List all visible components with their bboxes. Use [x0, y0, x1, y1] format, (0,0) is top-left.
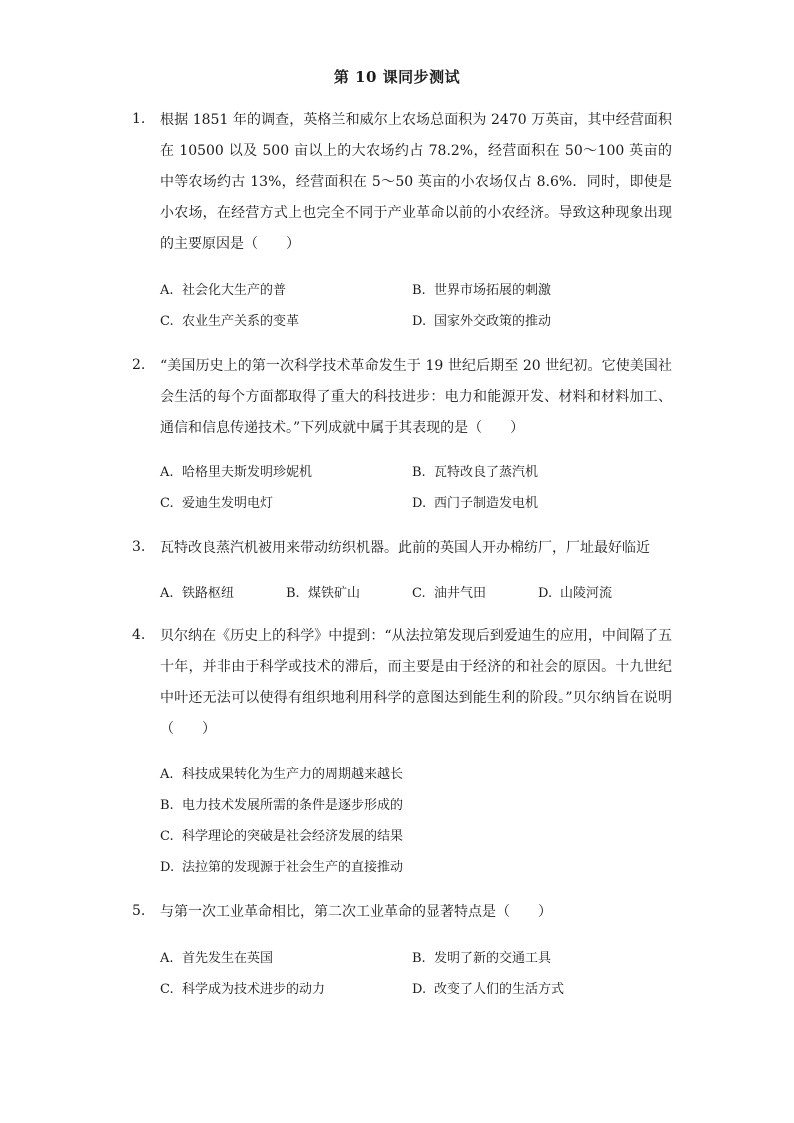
option-letter: C. — [160, 314, 174, 329]
question-4-options — [160, 759, 680, 883]
option-letter: B. — [412, 465, 426, 480]
question-stem: 贝尔纳在《历史上的科学》中提到：“从法拉第发现后到爱迪生的应用，中间隔了五十年，并非由于科学或技术的滞后，而主要是由于经济的和社会的原因。十九世纪中叶还无法可以使得有组织地利用科学的意图达到能生利的阶段。”贝尔纳旨在说明（ ） — [160, 628, 672, 737]
question-stem: 瓦特改良蒸汽机被用来带动纺织机器。此前的英国人开办棉纺厂，厂址最好临近 — [160, 540, 650, 556]
option-d[interactable] — [412, 488, 538, 519]
option-letter: B. — [286, 586, 300, 601]
question-2 — [132, 351, 672, 444]
option-text: 哈格里夫斯发明珍妮机 — [182, 465, 313, 480]
option-text: 改变了人们的生活方式 — [434, 982, 565, 997]
option-letter: D. — [412, 982, 427, 997]
option-letter: A. — [160, 586, 174, 601]
question-1 — [132, 105, 672, 260]
option-row — [160, 974, 680, 1005]
option-c[interactable] — [160, 821, 403, 852]
option-text: 国家外交政策的推动 — [434, 314, 552, 329]
question-5-options — [160, 943, 680, 1005]
option-c[interactable] — [160, 488, 273, 519]
option-a[interactable] — [160, 578, 234, 609]
option-letter: A. — [160, 465, 174, 480]
option-text: 首先发生在英国 — [182, 951, 274, 966]
option-c[interactable] — [412, 578, 486, 609]
question-number: 1. — [132, 111, 146, 127]
option-text: 世界市场拓展的刺激 — [434, 283, 552, 298]
option-letter: D. — [160, 860, 175, 875]
question-number: 3. — [132, 539, 146, 555]
question-5 — [132, 897, 672, 928]
option-letter: C. — [160, 496, 174, 511]
page-title: 第 10 课同步测试 — [333, 68, 461, 86]
option-a[interactable] — [160, 943, 273, 974]
option-text: 科学理论的突破是社会经济发展的结果 — [182, 829, 404, 844]
option-letter: D. — [412, 496, 427, 511]
option-c[interactable] — [160, 306, 299, 337]
option-b[interactable] — [412, 457, 538, 488]
option-row — [160, 306, 680, 337]
option-text: 科技成果转化为生产力的周期越来越长 — [182, 767, 404, 782]
option-letter: C. — [160, 982, 174, 997]
question-number: 5. — [132, 903, 146, 919]
option-row — [160, 790, 680, 821]
option-text: 电力技术发展所需的条件是逐步形成的 — [182, 798, 404, 813]
question-2-options — [160, 457, 680, 519]
option-b[interactable] — [286, 578, 360, 609]
question-stem: 与第一次工业革命相比，第二次工业革命的显著特点是（ ） — [160, 904, 552, 920]
option-b[interactable] — [160, 790, 403, 821]
option-text: 社会化大生产的普 — [182, 283, 287, 298]
option-d[interactable] — [412, 974, 564, 1005]
question-stem: 根据 1851 年的调查，英格兰和威尔上农场总面积为 2470 万英亩，其中经营面积在 10500 以及 500 亩以上的大农场约占 78.2%，经营面积在 50～100 英亩的中等农场约古 13%，经营面积在 5～50 英亩的小农场仅占 8.6%．同时，即使是小农场，在经营方式上也完全不同于产业革命以前的小农经济。导致这种现象出现的主要原因是（ ） — [160, 112, 672, 252]
option-text: 铁路枢纽 — [182, 586, 235, 601]
option-b[interactable] — [412, 275, 551, 306]
option-text: 法拉第的发现源于社会生产的直接推动 — [182, 860, 404, 875]
question-number: 2. — [132, 357, 146, 373]
option-c[interactable] — [160, 974, 325, 1005]
question-3 — [132, 533, 672, 564]
option-text: 农业生产关系的变革 — [182, 314, 300, 329]
option-row — [160, 578, 680, 609]
option-letter: B. — [412, 951, 426, 966]
question-4 — [132, 621, 672, 745]
question-stem: “美国历史上的第一次科学技术革命发生于 19 世纪后期至 20 世纪初。它使美国社会生活的每个方面都取得了重大的科技进步：电力和能源开发、材料和材料加工、通信和信息传递技术。”下列成就中属于其表现的是（ ） — [160, 358, 672, 436]
option-b[interactable] — [412, 943, 551, 974]
option-row — [160, 457, 680, 488]
option-letter: C. — [412, 586, 426, 601]
option-text: 爱迪生发明电灯 — [182, 496, 274, 511]
option-letter: A. — [160, 951, 174, 966]
option-text: 油井气田 — [434, 586, 487, 601]
option-text: 发明了新的交通工具 — [434, 951, 552, 966]
option-row — [160, 821, 680, 852]
option-letter: A. — [160, 767, 174, 782]
option-text: 西门子制造发电机 — [434, 496, 539, 511]
question-1-options — [160, 275, 680, 337]
option-letter: B. — [412, 283, 426, 298]
option-row — [160, 852, 680, 883]
option-a[interactable] — [160, 759, 403, 790]
option-text: 煤铁矿山 — [308, 586, 361, 601]
option-d[interactable] — [538, 578, 612, 609]
option-a[interactable] — [160, 275, 286, 306]
option-d[interactable] — [412, 306, 551, 337]
option-row — [160, 759, 680, 790]
question-3-options — [160, 578, 680, 609]
question-number: 4. — [132, 627, 146, 643]
option-letter: C. — [160, 829, 174, 844]
option-row — [160, 488, 680, 519]
option-letter: D. — [538, 586, 553, 601]
option-row — [160, 275, 680, 306]
option-letter: A. — [160, 283, 174, 298]
option-text: 瓦特改良了蒸汽机 — [434, 465, 539, 480]
option-letter: D. — [412, 314, 427, 329]
option-text: 科学成为技术进步的动力 — [182, 982, 326, 997]
option-a[interactable] — [160, 457, 312, 488]
option-row — [160, 943, 680, 974]
option-d[interactable] — [160, 852, 403, 883]
option-text: 山陵河流 — [560, 586, 613, 601]
option-letter: B. — [160, 798, 174, 813]
